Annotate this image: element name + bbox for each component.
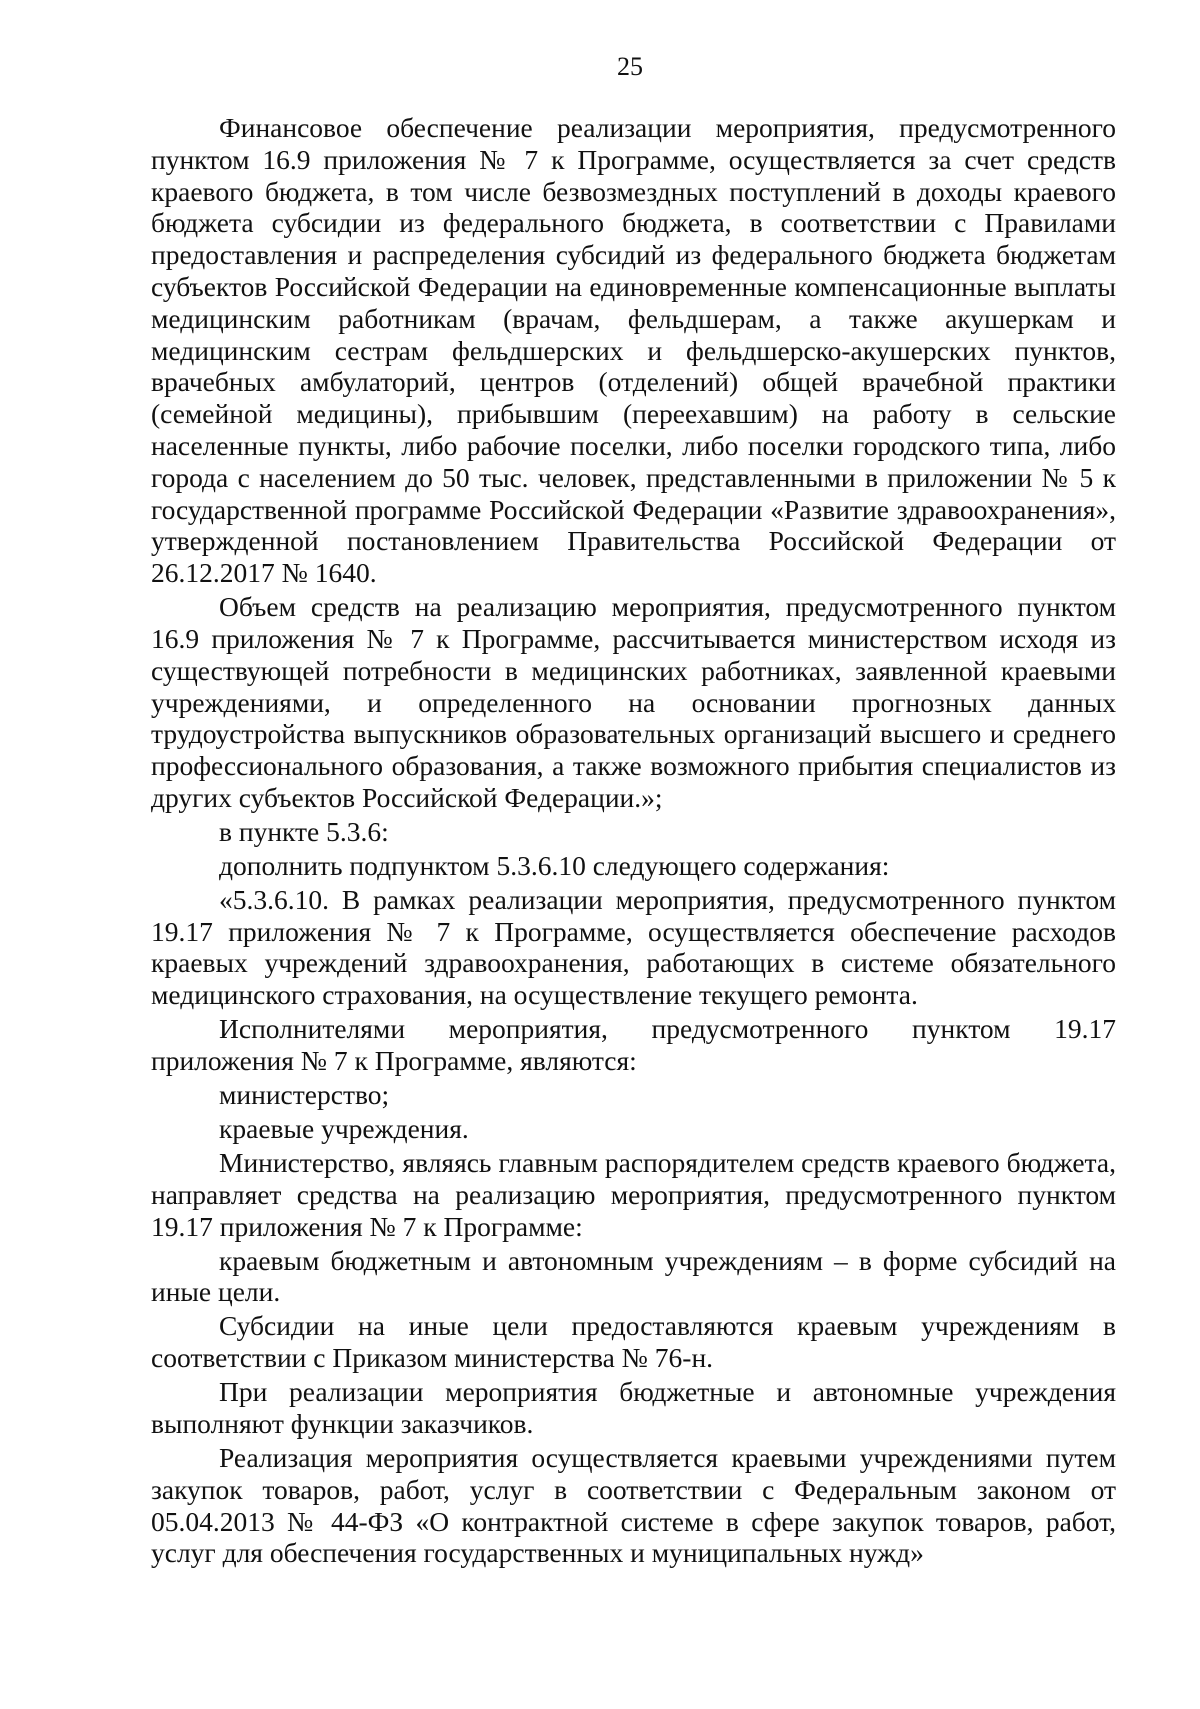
page-number: 25 <box>617 52 643 81</box>
list-item-regional-institutions: краевые учреждения. <box>219 1113 469 1145</box>
paragraph-5-3-6-10: «5.3.6.10. В рамках реализации мероприятия, предусмотренного пунктом 19.17 приложения № 7 к Программе, осуществляется обеспечение расходов краевых учреждений здравоохранения, работающих в системе обязательного медицинского страхования, на осуществление текущего ремонта. <box>151 883 1116 1011</box>
paragraph-financing: Финансовое обеспечение реализации мероприятия, предусмотренного пунктом 16.9 приложения № 7 к Программе, осуществляется за счет средств краевого бюджета, в том числе безвозмездных поступлений в доходы краевого бюджета субсидии из федерального бюджета, в соответствии с Правилами предоставления и распределения субсидий из федерального бюджета бюджетам субъектов Российской Федерации на единовременные компенсационные выплаты медицинским работникам (врачам, фельдшерам, а также акушеркам и медицинским сестрам фельдшерских и фельдшерско-акушерских пунктов, врачебных амбулаторий, центров (отделений) общей врачебной практики (семейной медицины), прибывшим (переехавшим) на работу в сельские населенные пункты, либо рабочие поселки, либо поселки городского типа, либо города с населением до 50 тыс. человек, представленными в приложении № 5 к государственной программе Российской Федерации «Развитие здравоохранения», утвержденной постановлением Правительства Российской Федерации от 26.12.2017 № 1640. <box>151 112 1116 589</box>
paragraph-procurement: Реализация мероприятия осуществляется краевыми учреждениями путем закупок товаров, работ, услуг в соответствии с Федеральным законом от 05.04.2013 № 44-ФЗ «О контрактной системе в сфере закупок товаров, работ, услуг для обеспечения государственных и муниципальных нужд» <box>151 1441 1116 1569</box>
paragraph-executors: Исполнителями мероприятия, предусмотренного пунктом 19.17 приложения № 7 к Программе, являются: <box>151 1013 1116 1077</box>
paragraph-customers: При реализации мероприятия бюджетные и автономные учреждения выполняют функции заказчиков. <box>151 1376 1116 1439</box>
paragraph-add-subitem: дополнить подпунктом 5.3.6.10 следующего содержания: <box>219 849 890 881</box>
paragraph-subsidies-order: Субсидии на иные цели предоставляются краевым учреждениям в соответствии с Приказом министерства № 76-н. <box>151 1310 1116 1374</box>
paragraph-item-5-3-6: в пункте 5.3.6: <box>219 815 389 847</box>
list-item-ministry: министерство; <box>219 1079 390 1111</box>
paragraph-subsidies-form: краевым бюджетным и автономным учреждениям – в форме субсидий на иные цели. <box>151 1244 1116 1308</box>
document-body <box>151 112 1116 1571</box>
paragraph-funds-volume: Объем средств на реализацию мероприятия, предусмотренного пунктом 16.9 приложения № 7 к Программе, рассчитывается министерством исходя из существующей потребности в медицинских работниках, заявленной краевыми учреждениями, и определенного на основании прогнозных данных трудоустройства выпускников образовательных организаций высшего и среднего профессионального образования, а также возможного прибытия специалистов из других субъектов Российской Федерации.»; <box>151 591 1116 813</box>
paragraph-ministry-funding: Министерство, являясь главным распорядителем средств краевого бюджета, направляет средства на реализацию мероприятия, предусмотренного пунктом 19.17 приложения № 7 к Программе: <box>151 1147 1116 1242</box>
